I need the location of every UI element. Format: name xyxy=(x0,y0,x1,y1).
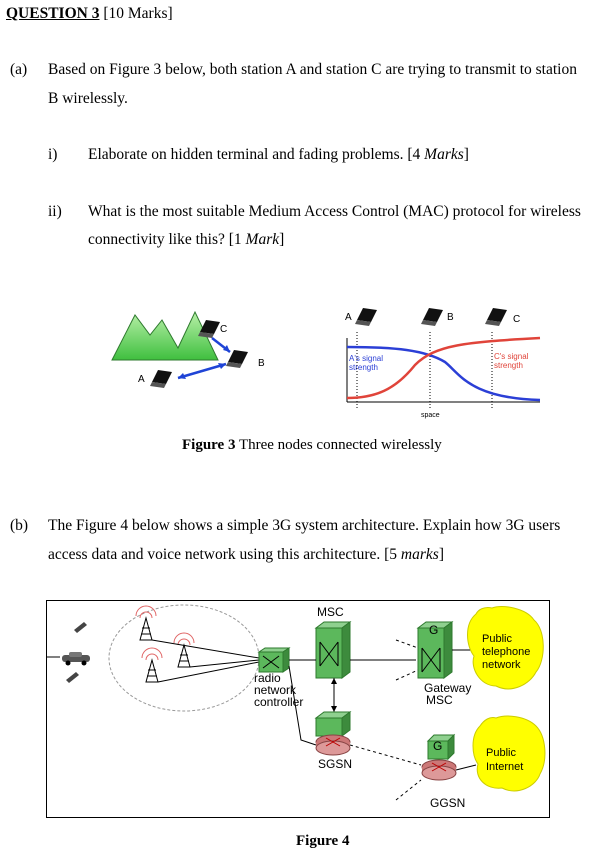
msc-label: MSC xyxy=(317,605,344,619)
figure3-caption-bold: Figure 3 xyxy=(182,437,236,453)
gateway-label-1: Gateway xyxy=(424,681,472,695)
laptop-icon-a xyxy=(150,370,172,388)
msc-switch-icon xyxy=(316,622,350,678)
figure3-caption-text: Three nodes connected wirelessly xyxy=(235,437,442,453)
laptop-icon-a-right xyxy=(355,308,377,326)
sub-i-label: i) xyxy=(48,146,58,163)
sub-i-text xyxy=(88,145,469,165)
pstn-label-3: network xyxy=(482,659,521,671)
a-to-b-arrow xyxy=(178,364,226,378)
part-b-text-line2 xyxy=(48,545,444,565)
g-label-2: G xyxy=(433,739,443,753)
part-a-text-line2: B wirelessly. xyxy=(48,90,128,107)
figure4-caption: Figure 4 xyxy=(296,833,350,849)
internet-label-1: Public xyxy=(486,747,516,759)
internet-label-2: Internet xyxy=(486,761,524,773)
pstn-label-2: telephone xyxy=(482,646,531,658)
ggsn-label: GGSN xyxy=(430,796,466,810)
rnc-label-3: controller xyxy=(254,695,304,709)
figure3-right-chart xyxy=(335,290,555,425)
chart-node-b: B xyxy=(447,312,454,323)
sub-ii-label: ii) xyxy=(48,203,62,220)
figure3-caption xyxy=(182,437,442,454)
part-b-body: access data and voice network using this architecture. [5 xyxy=(48,546,401,563)
sub-ii-close: ] xyxy=(279,231,285,248)
question-label: QUESTION 3 xyxy=(6,5,100,22)
part-b-marks: marks xyxy=(400,546,439,563)
g-label-1: G xyxy=(429,623,439,637)
a-signal-label-1: A's signal xyxy=(349,354,383,363)
laptop-icon-c-right xyxy=(485,308,507,326)
part-a-text-line1: Based on Figure 3 below, both station A and station C are trying to transmit to station xyxy=(48,61,577,78)
gateway-label-2: MSC xyxy=(426,693,453,707)
sub-i-marks: Marks xyxy=(424,146,464,163)
chart-node-c: C xyxy=(513,314,521,325)
chart-node-a: A xyxy=(345,312,352,323)
sub-i-close: ] xyxy=(463,146,469,163)
sub-i-body: Elaborate on hidden terminal and fading problems. [4 xyxy=(88,146,425,163)
part-b-close: ] xyxy=(438,546,444,563)
c-signal-label-1: C's signal xyxy=(494,352,529,361)
sub-ii-text-line2 xyxy=(88,230,284,250)
part-b-text-line1: The Figure 4 below shows a simple 3G system architecture. Explain how 3G users xyxy=(48,517,561,534)
question-marks: [10 Marks] xyxy=(99,5,173,22)
sub-ii-marks: Mark xyxy=(245,231,280,248)
c-signal-label-2: strength xyxy=(494,361,523,370)
rnc-label-2: network xyxy=(254,683,297,697)
pstn-label-1: Public xyxy=(482,633,512,645)
node-b-label: B xyxy=(258,358,265,369)
part-b-label: (b) xyxy=(10,517,29,534)
sgsn-label: SGSN xyxy=(318,757,353,771)
sub-ii-body: connectivity like this? [1 xyxy=(88,231,246,248)
node-a-label: A xyxy=(138,374,145,385)
sgsn-router-icon xyxy=(316,712,350,755)
figure3-left-diagram xyxy=(100,290,290,400)
rnc-label-1: radio xyxy=(254,671,281,685)
figure4-diagram xyxy=(46,600,550,818)
a-signal-label-2: strength xyxy=(349,363,378,372)
laptop-icon-b-right xyxy=(421,308,443,326)
question-heading xyxy=(6,4,173,24)
part-a-label: (a) xyxy=(10,61,28,78)
sub-ii-text-line1: What is the most suitable Medium Access Control (MAC) protocol for wireless xyxy=(88,203,581,220)
node-c-label: C xyxy=(220,324,228,335)
x-axis-label: space xyxy=(421,412,440,419)
rnc-switch-icon xyxy=(259,648,289,672)
